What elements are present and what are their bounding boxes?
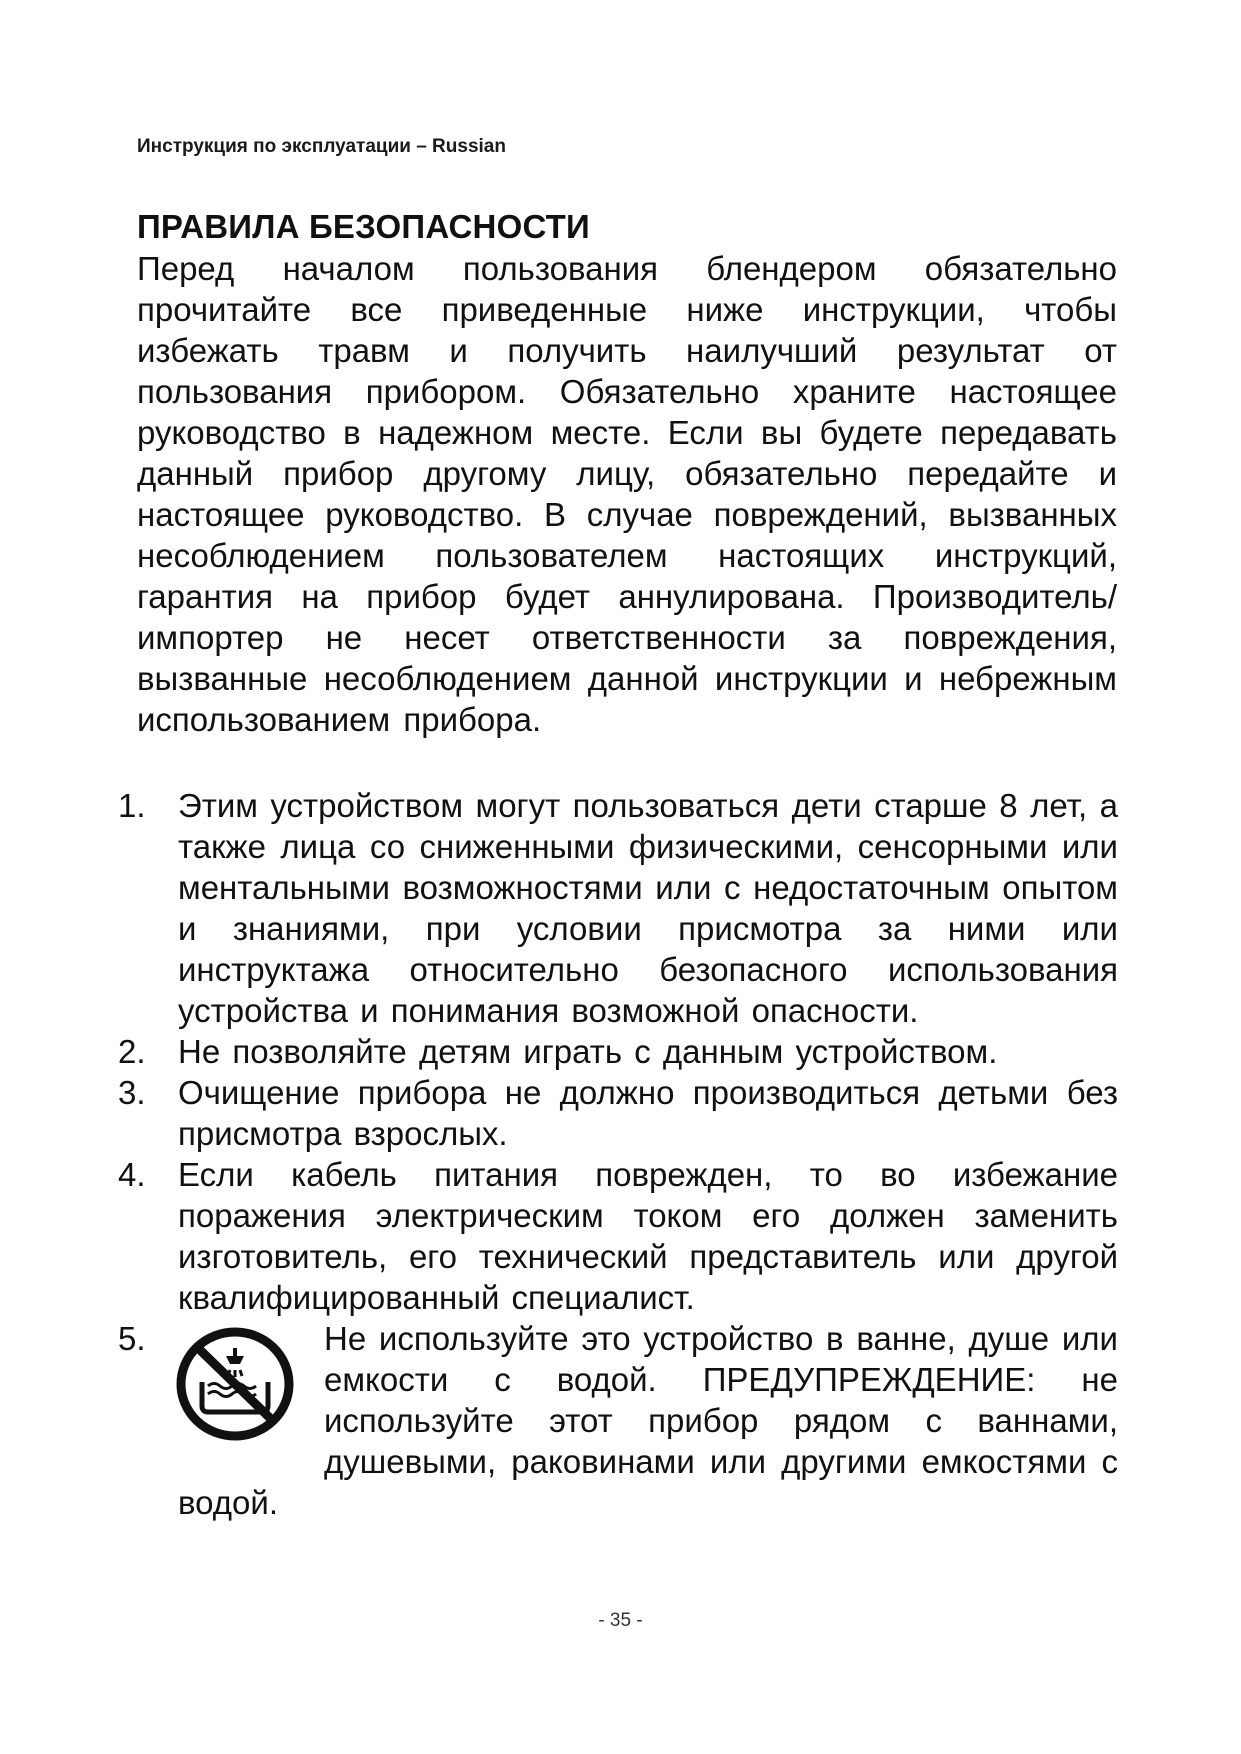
list-item — [118, 1031, 1118, 1072]
list-item-text-continued: емкости с водой. ПРЕДУПРЕЖДЕНИЕ: не используйте этот прибор рядом с ваннами, душевыми, раковинами или другими емкостями с водой. — [178, 1361, 1118, 1521]
list-item-number: 1. — [118, 787, 146, 824]
no-water-bath-icon — [170, 1322, 312, 1448]
page-number: - 35 - — [598, 1610, 643, 1631]
intro-paragraph: Перед началом пользования блендером обязательно прочитайте все приведенные ниже инструкции, чтобы избежать травм и получить наилучший результат от пользования прибором. Обязательно храните настоящее руководство в надежном месте. Если вы будете передавать данный прибор другому лицу, обязательно передайте и настоящее руководство. В случае повреждений, вызванных несоблюдением пользователем настоящих инструкций, гарантия на прибор будет аннулирована. Производитель/импортер не несет ответственности за повреждения, вызванные несоблюдением данной инструкции и небрежным использованием прибора. — [137, 250, 1117, 738]
document-header: Инструкция по эксплуатации – Russian — [137, 136, 506, 157]
list-item — [118, 1154, 1118, 1318]
list-item-number: 3. — [118, 1074, 146, 1111]
list-item-text: Не используйте это устройство в ванне, душе или — [324, 1320, 1118, 1357]
list-item-number: 5. — [118, 1320, 146, 1357]
list-item — [118, 1072, 1118, 1154]
list-item — [118, 1318, 1118, 1523]
list-item-text: Не позволяйте детям играть с данным устройством. — [178, 1033, 998, 1070]
list-item-text: Если кабель питания поврежден, то во избежание поражения электрическим током его должен заменить изготовитель, его технический представитель или другой квалифицированный специалист. — [178, 1156, 1118, 1316]
safety-rules-list — [118, 785, 1118, 1523]
section-title: ПРАВИЛА БЕЗОПАСНОСТИ — [137, 208, 590, 245]
list-item-text: Этим устройством могут пользоваться дети старше 8 лет, а также лица со сниженными физическими, сенсорными или ментальными возможностями или с недостаточным опытом и знаниями, при условии присмотра за ними или инструктажа относительно безопасного использования устройства и понимания возможной опасности. — [178, 787, 1118, 1029]
list-item-number: 4. — [118, 1156, 146, 1193]
list-item — [118, 785, 1118, 1031]
list-item-text: Очищение прибора не должно производиться детьми без присмотра взрослых. — [178, 1074, 1118, 1152]
list-item-number: 2. — [118, 1033, 146, 1070]
